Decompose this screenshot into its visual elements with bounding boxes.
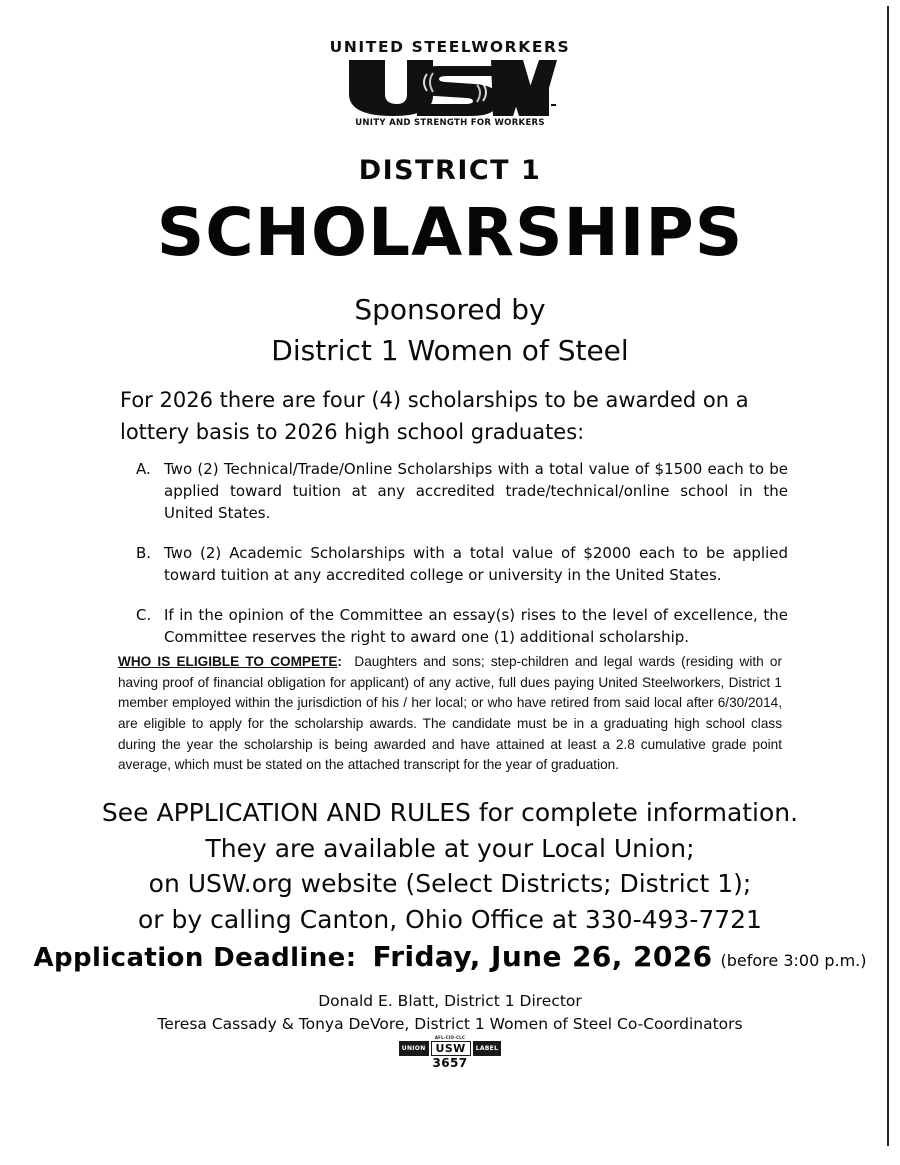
signature-line-2: Teresa Cassady & Tonya DeVore, District 1 Women of Steel Co-Coordinators: [157, 1015, 743, 1034]
usw-logo: [0, 40, 900, 129]
eligibility-paragraph: [118, 652, 782, 776]
cta-line-3: on USW.org website (Select Districts; District 1);: [148, 869, 752, 898]
usw-wordmark-icon: [343, 58, 557, 118]
deadline-note: (before 3:00 p.m.): [720, 951, 867, 970]
eligibility-body: Daughters and sons; step-children and legal wards (residing with or having proof of financial obligation for applicant) of any active, full dues paying United Steelworkers, District 1 member employed within the jurisdiction of his / her local; or who have retired from said local after 6/30/2014, are eligible to apply for the scholarship awards. The candidate must be in a graduating high school class during the year the scholarship is being awarded and have attained at least a 2.8 cumulative grade point average, which must be stated on the attached transcript for the year of graduation.: [118, 654, 782, 773]
page-title: SCHOLARSHIPS: [156, 194, 744, 271]
sponsor-name: District 1 Women of Steel: [271, 334, 629, 367]
deadline-date: Friday, June 26, 2026: [372, 940, 713, 973]
cta-line-4: or by calling Canton, Ohio Office at 330-493-7721: [138, 904, 762, 934]
sponsored-by-label: Sponsored by: [354, 293, 546, 326]
usw-logo-inner: [330, 40, 571, 127]
cta-line-1: See APPLICATION AND RULES for complete information.: [101, 798, 799, 827]
union-label-right-chip: LABEL: [473, 1041, 501, 1056]
list-item-letter: B.: [136, 544, 152, 563]
logo-top-text: UNITED STEELWORKERS: [329, 38, 571, 56]
list-item: [136, 604, 788, 648]
list-item-letter: C.: [136, 606, 152, 625]
list-item-letter: A.: [136, 460, 151, 478]
list-item-text: Two (2) Technical/Trade/Online Scholarships with a total value of $1500 each to be applied toward tuition at any accredited trade/technical/online school in the United States.: [164, 460, 788, 523]
eligibility-heading: WHO IS ELIGIBLE TO COMPETE: [118, 654, 338, 669]
union-label-number: 3657: [432, 1056, 468, 1070]
logo-bottom-text: UNITY AND STRENGTH FOR WORKERS: [355, 117, 545, 128]
list-item-text: If in the opinion of the Committee an essay(s) rises to the level of excellence, the Committee reserves the right to award one (1) additional scholarship.: [164, 606, 788, 647]
call-to-action-block: [0, 795, 900, 937]
union-label-micro-text: AFL-CIO-CLC: [434, 1035, 466, 1040]
signature-line-1: Donald E. Blatt, District 1 Director: [318, 992, 582, 1010]
scholarship-list: [136, 458, 788, 666]
cta-line-2: They are available at your Local Union;: [205, 833, 695, 863]
intro-paragraph: For 2026 there are four (4) scholarships to be awarded on a lottery basis to 2026 high school graduates:: [120, 388, 749, 444]
union-label-inner: [399, 1036, 501, 1069]
signature-block: [0, 990, 900, 1037]
union-label-left-chip: UNION: [399, 1041, 429, 1056]
union-label-row: [399, 1041, 501, 1056]
district-heading: DISTRICT 1: [358, 155, 542, 186]
deadline-label: Application Deadline:: [33, 943, 357, 973]
application-deadline: [0, 940, 900, 973]
union-label: [0, 1036, 900, 1071]
list-item: [136, 542, 788, 586]
eligibility-colon: :: [337, 654, 342, 669]
union-label-center-chip: USW: [431, 1041, 471, 1056]
list-item-text: Two (2) Academic Scholarships with a total value of $2000 each to be applied toward tuition at any accredited college or university in the United States.: [164, 544, 788, 585]
list-item: [136, 458, 788, 524]
